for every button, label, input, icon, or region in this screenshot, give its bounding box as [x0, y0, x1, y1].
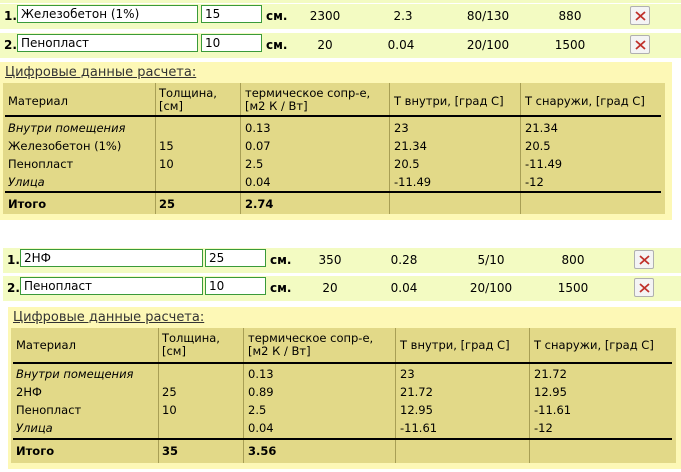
header-resistance: термическое сопр-е,	[248, 331, 374, 345]
row-resistance: 2.5	[248, 403, 267, 417]
total-thickness: 25	[159, 197, 176, 211]
header-thickness: Толщина,	[162, 331, 220, 345]
total-resistance: 3.56	[248, 444, 277, 458]
layer-row	[3, 248, 681, 273]
row-resistance: 0.13	[248, 367, 274, 381]
row-thickness: 10	[162, 403, 177, 417]
row-t-inside: -11.49	[394, 175, 432, 189]
calc-panel	[0, 62, 672, 220]
thickness-input[interactable]	[205, 249, 266, 267]
row-t-inside: 21.72	[400, 385, 433, 399]
header-thickness-unit: [см]	[162, 344, 186, 358]
material-input[interactable]	[20, 249, 203, 267]
density-value: 20	[322, 281, 338, 295]
header-t-inside: Т внутри, [град С]	[394, 94, 504, 108]
row-t-outside: 12.95	[534, 385, 567, 399]
heat-capacity-value: 880	[558, 9, 582, 23]
calc-panel	[8, 307, 681, 469]
row-name: Улица	[16, 421, 53, 435]
header-resistance-unit: [м2 К / Вт]	[248, 344, 311, 358]
row-resistance: 0.13	[245, 121, 271, 135]
row-t-inside: 21.34	[394, 139, 427, 153]
material-input[interactable]	[17, 34, 198, 52]
row-resistance: 2.5	[245, 157, 264, 171]
row-name: 2НФ	[16, 385, 42, 399]
conductivity-value: 0.04	[387, 38, 415, 52]
row-t-outside: -12	[534, 421, 553, 435]
delete-layer-button[interactable]	[630, 6, 650, 25]
vapor-value: 20/100	[469, 281, 513, 295]
layer-number: 1.	[7, 253, 20, 267]
calc-table	[3, 83, 665, 214]
calc-title: Цифровые данные расчета:	[5, 65, 197, 80]
row-resistance: 0.07	[245, 139, 271, 153]
layer-number: 2.	[4, 38, 17, 52]
heat-capacity-value: 1500	[554, 38, 586, 52]
total-label: Итого	[16, 444, 55, 458]
row-resistance: 0.04	[245, 175, 271, 189]
header-material: Материал	[16, 338, 76, 352]
heat-capacity-value: 1500	[557, 281, 589, 295]
calc-table	[11, 328, 676, 463]
vapor-value: 5/10	[477, 253, 505, 267]
unit-label: см.	[266, 9, 288, 23]
material-input[interactable]	[17, 5, 198, 23]
row-t-outside: 20.5	[525, 139, 551, 153]
layer-row	[0, 4, 681, 29]
row-thickness: 15	[159, 139, 174, 153]
header-resistance: термическое сопр-е,	[245, 86, 371, 100]
close-x-icon	[635, 40, 646, 50]
delete-layer-button[interactable]	[634, 278, 654, 297]
total-label: Итого	[8, 197, 47, 211]
vapor-value: 80/130	[466, 9, 510, 23]
row-t-outside: 21.34	[525, 121, 558, 135]
header-t-inside: Т внутри, [град С]	[400, 338, 510, 352]
close-x-icon	[639, 255, 650, 265]
row-t-inside: -11.61	[400, 421, 438, 435]
conductivity-value: 0.04	[390, 281, 418, 295]
total-thickness: 35	[162, 444, 179, 458]
header-t-outside: Т снаружи, [град С]	[534, 338, 654, 352]
layer-number: 1.	[4, 9, 17, 23]
row-resistance: 0.89	[248, 385, 274, 399]
header-resistance-unit: [м2 К / Вт]	[245, 99, 308, 113]
header-thickness: Толщина,	[159, 86, 217, 100]
row-t-outside: 21.72	[534, 367, 567, 381]
row-t-outside: -12	[525, 175, 544, 189]
header-t-outside: Т снаружи, [град С]	[525, 94, 645, 108]
unit-label: см.	[270, 281, 292, 295]
vapor-value: 20/100	[466, 38, 510, 52]
layer-row	[3, 276, 681, 301]
heat-capacity-value: 800	[561, 253, 585, 267]
header-thickness-unit: [см]	[159, 99, 183, 113]
row-name: Улица	[8, 175, 45, 189]
top-edge	[0, 0, 681, 3]
row-name: Железобетон (1%)	[8, 139, 122, 153]
row-t-inside: 23	[394, 121, 409, 135]
conductivity-value: 0.28	[390, 253, 418, 267]
row-t-inside: 12.95	[400, 403, 433, 417]
close-x-icon	[635, 11, 646, 21]
row-thickness: 10	[159, 157, 174, 171]
row-name: Пенопласт	[8, 157, 74, 171]
row-name: Внутри помещения	[8, 121, 126, 135]
row-t-inside: 23	[400, 367, 415, 381]
density-value: 20	[317, 38, 333, 52]
thickness-input[interactable]	[201, 5, 262, 23]
row-resistance: 0.04	[248, 421, 274, 435]
delete-layer-button[interactable]	[634, 250, 654, 269]
row-t-outside: -11.61	[534, 403, 572, 417]
total-resistance: 2.74	[245, 197, 274, 211]
thickness-input[interactable]	[205, 277, 266, 295]
thickness-input[interactable]	[201, 34, 262, 52]
unit-label: см.	[270, 253, 292, 267]
calc-title: Цифровые данные расчета:	[13, 310, 205, 325]
conductivity-value: 2.3	[393, 9, 413, 23]
row-t-inside: 20.5	[394, 157, 420, 171]
row-t-outside: -11.49	[525, 157, 563, 171]
unit-label: см.	[266, 38, 288, 52]
layer-number: 2.	[7, 281, 20, 295]
density-value: 2300	[309, 9, 341, 23]
material-input[interactable]	[20, 277, 203, 295]
delete-layer-button[interactable]	[630, 35, 650, 54]
header-material: Материал	[8, 94, 68, 108]
row-name: Пенопласт	[16, 403, 82, 417]
row-thickness: 25	[162, 385, 177, 399]
close-x-icon	[639, 283, 650, 293]
row-name: Внутри помещения	[16, 367, 134, 381]
layer-row	[0, 33, 681, 58]
density-value: 350	[318, 253, 342, 267]
